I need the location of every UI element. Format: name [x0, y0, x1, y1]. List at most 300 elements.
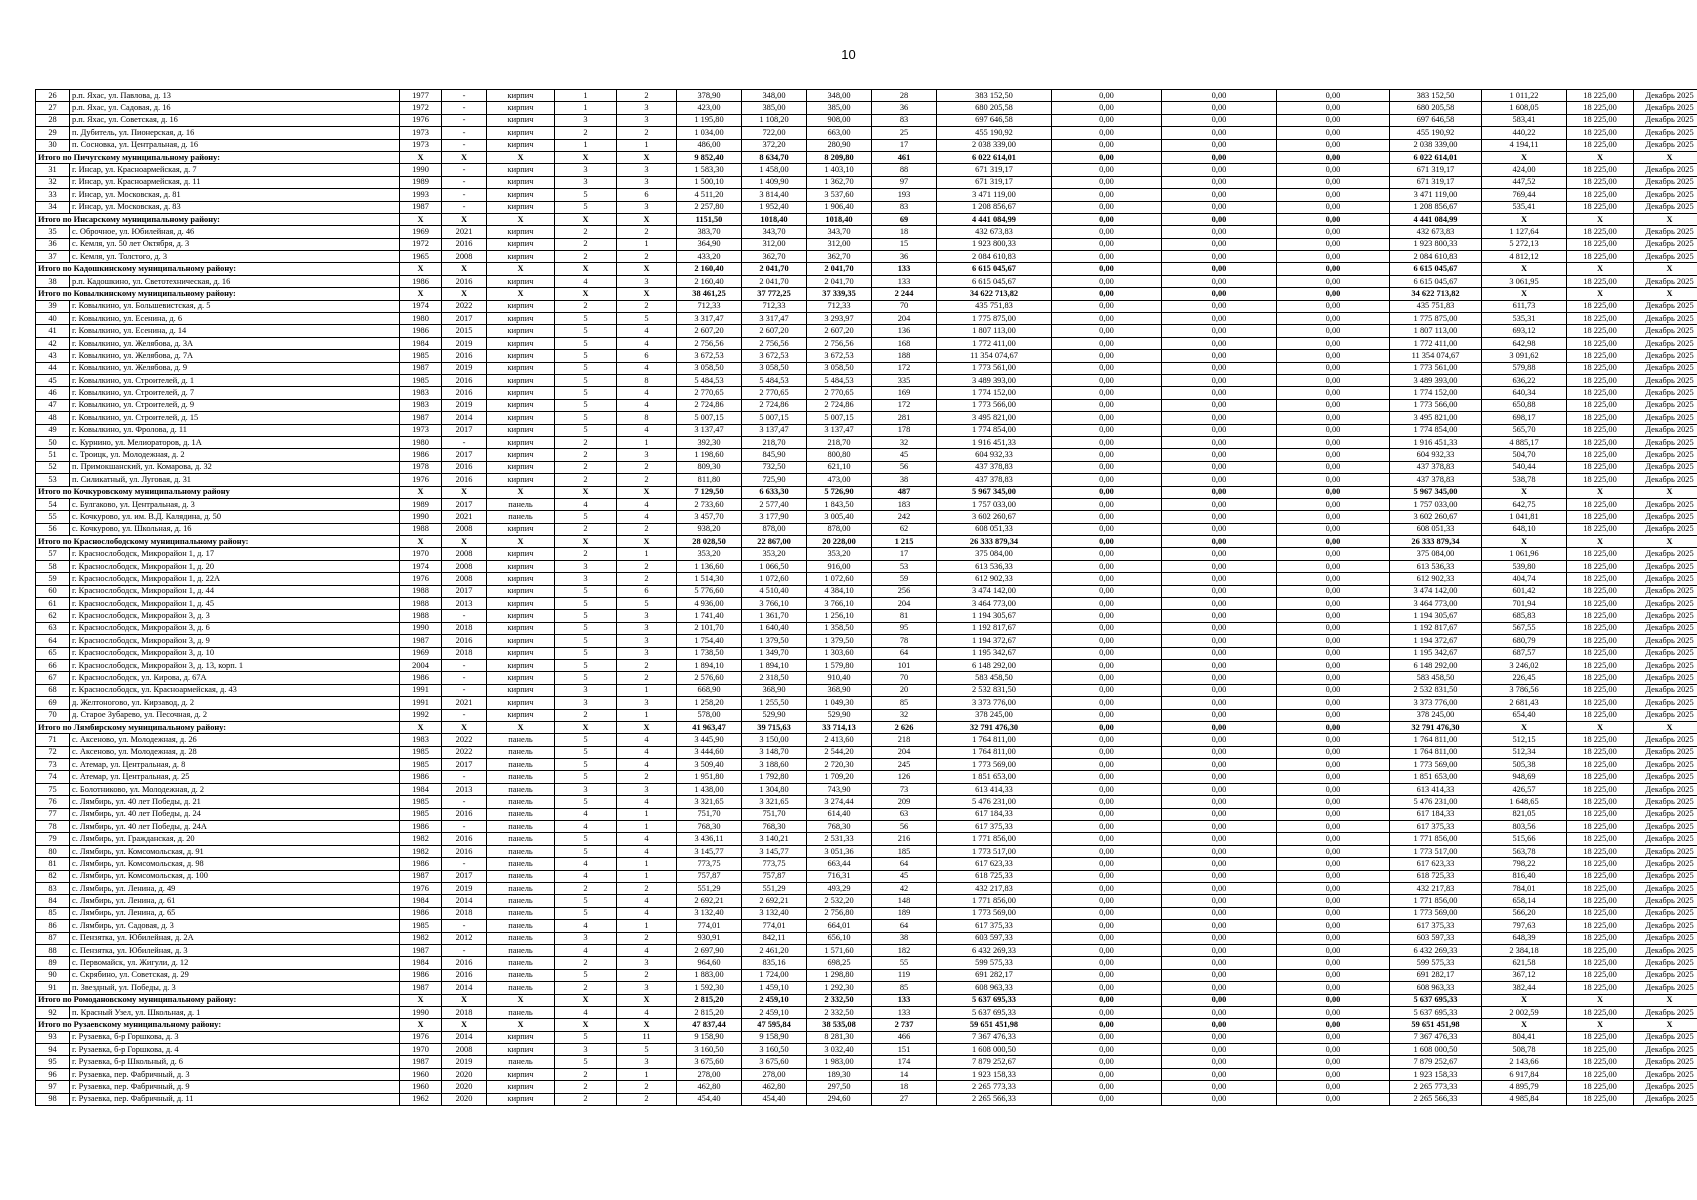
total-cell: X — [1482, 994, 1567, 1006]
data-cell: 3 672,53 — [807, 350, 872, 362]
data-cell: 567,55 — [1482, 622, 1567, 634]
data-cell: 18 225,00 — [1567, 883, 1634, 895]
data-cell: 0,00 — [1052, 845, 1162, 857]
data-cell: Декабрь 2025 — [1634, 771, 1697, 783]
data-cell: 2 681,43 — [1482, 697, 1567, 709]
data-cell: 53 — [872, 560, 937, 572]
data-cell: 5 — [555, 635, 617, 647]
data-cell: кирпич — [487, 709, 555, 721]
building-row — [36, 238, 1697, 250]
data-cell: 0,00 — [1052, 313, 1162, 325]
row-number: 91 — [36, 982, 70, 994]
total-cell: X — [1567, 721, 1634, 733]
data-cell: 18 225,00 — [1567, 821, 1634, 833]
data-cell: 0,00 — [1052, 300, 1162, 312]
data-cell: 2 756,56 — [807, 337, 872, 349]
address-cell: с. Кемля, ул. Толстого, д. 3 — [70, 251, 400, 263]
data-cell: 2 — [555, 883, 617, 895]
data-cell: 0,00 — [1162, 870, 1277, 882]
data-cell: 2022 — [442, 746, 487, 758]
data-cell: 613 414,33 — [937, 783, 1052, 795]
data-cell: 182 — [872, 944, 937, 956]
total-cell: X — [1634, 536, 1697, 548]
building-row — [36, 610, 1697, 622]
total-cell: 26 333 879,34 — [937, 536, 1052, 548]
data-cell: 1982 — [400, 833, 442, 845]
data-cell: 3 672,53 — [742, 350, 807, 362]
data-cell: 2 724,86 — [742, 399, 807, 411]
address-cell: п. Красный Узел, ул. Школьная, д. 1 — [70, 1006, 400, 1018]
data-cell: 5 637 695,33 — [937, 1006, 1052, 1018]
total-cell: 0,00 — [1162, 1019, 1277, 1031]
row-number: 74 — [36, 771, 70, 783]
data-cell: 83 — [872, 114, 937, 126]
total-cell: 0,00 — [1162, 263, 1277, 275]
data-cell: 1 198,60 — [677, 449, 742, 461]
data-cell: 5 484,53 — [742, 374, 807, 386]
data-cell: 1976 — [400, 883, 442, 895]
data-cell: 0,00 — [1052, 325, 1162, 337]
total-cell: 0,00 — [1162, 213, 1277, 225]
row-number: 43 — [36, 350, 70, 362]
data-cell: - — [442, 771, 487, 783]
address-cell: п. Примокшанский, ул. Комарова, д. 32 — [70, 461, 400, 473]
data-cell: Декабрь 2025 — [1634, 709, 1697, 721]
address-cell: р.п. Яхас, ул. Павлова, д. 13 — [70, 90, 400, 102]
data-cell: 5 — [555, 189, 617, 201]
data-cell: 2 — [617, 1081, 677, 1093]
data-cell: 375 084,00 — [937, 548, 1052, 560]
data-cell: Декабрь 2025 — [1634, 474, 1697, 486]
data-cell: 2 — [555, 548, 617, 560]
data-cell: 5 — [555, 771, 617, 783]
data-cell: 45 — [872, 870, 937, 882]
data-cell: 1984 — [400, 957, 442, 969]
data-cell: 578,00 — [677, 709, 742, 721]
data-cell: 1 923 158,33 — [1390, 1068, 1482, 1080]
data-cell: 1 851 653,00 — [1390, 771, 1482, 783]
data-cell: 2 815,20 — [677, 1006, 742, 1018]
data-cell: 1987 — [400, 982, 442, 994]
data-cell: 8 — [617, 412, 677, 424]
data-cell: 0,00 — [1277, 560, 1390, 572]
data-cell: 1 194 305,67 — [937, 610, 1052, 622]
data-cell: 5 — [555, 659, 617, 671]
total-cell: 2 332,50 — [807, 994, 872, 1006]
data-cell: 2016 — [442, 350, 487, 362]
data-cell: 3 — [555, 932, 617, 944]
data-cell: 930,91 — [677, 932, 742, 944]
data-cell: 612 902,33 — [1390, 573, 1482, 585]
data-cell: 64 — [872, 858, 937, 870]
data-cell: 18 225,00 — [1567, 164, 1634, 176]
total-cell: X — [442, 288, 487, 300]
data-cell: 0,00 — [1052, 920, 1162, 932]
data-cell: 18 225,00 — [1567, 176, 1634, 188]
data-cell: 0,00 — [1277, 387, 1390, 399]
data-cell: 1 773 561,00 — [1390, 362, 1482, 374]
data-cell: 769,44 — [1482, 189, 1567, 201]
building-row — [36, 944, 1697, 956]
row-number: 75 — [36, 783, 70, 795]
data-cell: 680 205,58 — [1390, 102, 1482, 114]
data-cell: 18 225,00 — [1567, 325, 1634, 337]
address-cell: г. Рузаевка, пер. Фабричный, д. 3 — [70, 1068, 400, 1080]
address-cell: с. Болотниково, ул. Молодежная, д. 2 — [70, 783, 400, 795]
data-cell: 0,00 — [1277, 90, 1390, 102]
data-cell: Декабрь 2025 — [1634, 783, 1697, 795]
data-cell: 0,00 — [1277, 932, 1390, 944]
data-cell: 1986 — [400, 771, 442, 783]
total-cell: X — [555, 536, 617, 548]
address-cell: д. Старое Зубарево, ул. Песочная, д. 2 — [70, 709, 400, 721]
data-cell: 3 489 393,00 — [1390, 374, 1482, 386]
data-cell: 4 — [617, 511, 677, 523]
data-cell: 18 225,00 — [1567, 189, 1634, 201]
data-cell: 599 575,33 — [937, 957, 1052, 969]
data-cell: 0,00 — [1277, 672, 1390, 684]
data-cell: 698,17 — [1482, 412, 1567, 424]
data-cell: кирпич — [487, 337, 555, 349]
data-cell: 18 225,00 — [1567, 238, 1634, 250]
building-row — [36, 1068, 1697, 1080]
data-cell: 4 510,40 — [742, 585, 807, 597]
data-cell: 15 — [872, 238, 937, 250]
data-cell: 621,10 — [807, 461, 872, 473]
data-cell: 1 — [555, 102, 617, 114]
data-cell: 4 — [617, 759, 677, 771]
row-number: 83 — [36, 883, 70, 895]
data-cell: 0,00 — [1277, 127, 1390, 139]
data-cell: кирпич — [487, 635, 555, 647]
data-cell: Декабрь 2025 — [1634, 350, 1697, 362]
data-cell: 1 916 451,33 — [1390, 436, 1482, 448]
data-cell: Декабрь 2025 — [1634, 598, 1697, 610]
data-cell: 0,00 — [1052, 1068, 1162, 1080]
row-number: 60 — [36, 585, 70, 597]
data-cell: 133 — [872, 1006, 937, 1018]
data-cell: 1 923 800,33 — [1390, 238, 1482, 250]
data-cell: 1 — [617, 920, 677, 932]
data-cell: 1 754,40 — [677, 635, 742, 647]
data-cell: 0,00 — [1052, 350, 1162, 362]
data-cell: 0,00 — [1277, 573, 1390, 585]
data-cell: 18 225,00 — [1567, 746, 1634, 758]
data-cell: 608 963,33 — [937, 982, 1052, 994]
address-cell: с. Булгаково, ул. Центральная, д. 3 — [70, 498, 400, 510]
total-cell: 0,00 — [1162, 486, 1277, 498]
data-cell: 2 041,70 — [807, 275, 872, 287]
address-cell: с. Лямбирь, ул. Комсомольская, д. 91 — [70, 845, 400, 857]
data-cell: 2 — [617, 771, 677, 783]
data-cell: 81 — [872, 610, 937, 622]
data-cell: 583 458,50 — [1390, 672, 1482, 684]
data-cell: 1986 — [400, 858, 442, 870]
data-cell: 0,00 — [1052, 412, 1162, 424]
data-cell: 0,00 — [1162, 127, 1277, 139]
data-cell: 1 072,60 — [807, 573, 872, 585]
data-cell: 18 225,00 — [1567, 610, 1634, 622]
data-cell: 375 084,00 — [1390, 548, 1482, 560]
data-cell: 2 — [555, 461, 617, 473]
data-cell: 188 — [872, 350, 937, 362]
data-cell: - — [442, 920, 487, 932]
building-row — [36, 325, 1697, 337]
data-cell: 1 — [617, 548, 677, 560]
total-cell: 2 160,40 — [677, 263, 742, 275]
data-cell: 0,00 — [1277, 1006, 1390, 1018]
data-cell: 0,00 — [1052, 957, 1162, 969]
data-cell: 0,00 — [1277, 845, 1390, 857]
data-cell: 3 675,60 — [677, 1056, 742, 1068]
data-cell: 4 — [617, 387, 677, 399]
data-cell: Декабрь 2025 — [1634, 300, 1697, 312]
data-cell: 0,00 — [1162, 114, 1277, 126]
data-cell: 2016 — [442, 957, 487, 969]
total-cell: X — [1634, 213, 1697, 225]
data-cell: 5 — [555, 399, 617, 411]
data-cell: 1 011,22 — [1482, 90, 1567, 102]
building-row — [36, 845, 1697, 857]
total-cell: X — [1482, 486, 1567, 498]
data-cell: 640,34 — [1482, 387, 1567, 399]
address-cell: с. Аксеново, ул. Молодежная, д. 28 — [70, 746, 400, 758]
total-cell: 34 622 713,82 — [1390, 288, 1482, 300]
total-cell: 5 967 345,00 — [1390, 486, 1482, 498]
data-cell: 0,00 — [1277, 1068, 1390, 1080]
data-cell: 183 — [872, 498, 937, 510]
data-cell: 447,52 — [1482, 176, 1567, 188]
data-cell: 583,41 — [1482, 114, 1567, 126]
data-cell: 1 358,50 — [807, 622, 872, 634]
data-cell: 2 — [617, 474, 677, 486]
total-cell: X — [487, 151, 555, 163]
data-cell: 0,00 — [1162, 461, 1277, 473]
data-cell: 3 457,70 — [677, 511, 742, 523]
data-cell: 0,00 — [1277, 920, 1390, 932]
data-cell: 18 225,00 — [1567, 573, 1634, 585]
data-cell: Декабрь 2025 — [1634, 387, 1697, 399]
total-cell: 2 041,70 — [742, 263, 807, 275]
data-cell: 2022 — [442, 734, 487, 746]
total-cell: 4 441 084,99 — [1390, 213, 1482, 225]
total-cell: 5 637 695,33 — [937, 994, 1052, 1006]
data-cell: 18 225,00 — [1567, 374, 1634, 386]
data-cell: 1 764 811,00 — [937, 734, 1052, 746]
total-cell: X — [1482, 213, 1567, 225]
row-number: 58 — [36, 560, 70, 572]
data-cell: 0,00 — [1162, 808, 1277, 820]
data-cell: 0,00 — [1277, 635, 1390, 647]
total-cell: 0,00 — [1052, 486, 1162, 498]
data-cell: 4 — [617, 907, 677, 919]
data-cell: 608 051,33 — [1390, 523, 1482, 535]
data-cell: Декабрь 2025 — [1634, 1093, 1697, 1105]
data-cell: 18 225,00 — [1567, 560, 1634, 572]
data-cell: 0,00 — [1052, 1093, 1162, 1105]
data-cell: 343,70 — [807, 226, 872, 238]
data-cell: 0,00 — [1277, 870, 1390, 882]
data-cell: 1 258,20 — [677, 697, 742, 709]
data-cell: 0,00 — [1052, 647, 1162, 659]
address-cell: с. Лямбирь, ул. Ленина, д. 61 — [70, 895, 400, 907]
data-cell: 0,00 — [1052, 944, 1162, 956]
total-cell: X — [487, 994, 555, 1006]
data-cell: 1 127,64 — [1482, 226, 1567, 238]
data-cell: кирпич — [487, 374, 555, 386]
data-cell: 2016 — [442, 969, 487, 981]
data-cell: 2 770,65 — [742, 387, 807, 399]
data-cell: кирпич — [487, 523, 555, 535]
data-cell: 4 — [555, 821, 617, 833]
address-cell: п. Дубитель, ул. Пионерская, д. 16 — [70, 127, 400, 139]
data-cell: 1988 — [400, 523, 442, 535]
data-cell: 1 648,65 — [1482, 796, 1567, 808]
data-cell: 36 — [872, 251, 937, 263]
data-cell: кирпич — [487, 697, 555, 709]
data-cell: 1969 — [400, 226, 442, 238]
data-cell: 0,00 — [1162, 932, 1277, 944]
building-row — [36, 585, 1697, 597]
data-cell: кирпич — [487, 560, 555, 572]
data-cell: Декабрь 2025 — [1634, 449, 1697, 461]
data-cell: 0,00 — [1162, 734, 1277, 746]
data-cell: 404,74 — [1482, 573, 1567, 585]
table-body — [36, 90, 1697, 1106]
data-cell: 18 225,00 — [1567, 387, 1634, 399]
total-cell: X — [487, 288, 555, 300]
data-cell: 2 770,65 — [677, 387, 742, 399]
data-cell: 613 414,33 — [1390, 783, 1482, 795]
data-cell: 172 — [872, 362, 937, 374]
district-total-row — [36, 213, 1697, 225]
data-cell: 2 — [555, 449, 617, 461]
data-cell: 18 225,00 — [1567, 932, 1634, 944]
data-cell: 1978 — [400, 461, 442, 473]
data-cell: 732,50 — [742, 461, 807, 473]
data-cell: 378 245,00 — [937, 709, 1052, 721]
data-cell: 383,70 — [677, 226, 742, 238]
data-cell: панель — [487, 771, 555, 783]
data-cell: 2014 — [442, 982, 487, 994]
data-cell: 56 — [872, 821, 937, 833]
total-cell: X — [1567, 263, 1634, 275]
data-cell: 5 — [555, 895, 617, 907]
building-row — [36, 523, 1697, 535]
data-cell: 2 756,80 — [807, 907, 872, 919]
data-cell: 3 058,50 — [807, 362, 872, 374]
building-row — [36, 920, 1697, 932]
data-cell: 1985 — [400, 759, 442, 771]
data-cell: 0,00 — [1277, 474, 1390, 486]
data-cell: 2 — [555, 982, 617, 994]
data-cell: 0,00 — [1162, 895, 1277, 907]
total-cell: X — [1567, 288, 1634, 300]
district-total-row — [36, 151, 1697, 163]
total-cell: 0,00 — [1052, 151, 1162, 163]
data-cell: 18 225,00 — [1567, 920, 1634, 932]
data-cell: 0,00 — [1052, 337, 1162, 349]
data-cell: 1 906,40 — [807, 201, 872, 213]
data-cell: 1 773 569,00 — [937, 907, 1052, 919]
data-cell: 0,00 — [1162, 697, 1277, 709]
data-cell: кирпич — [487, 449, 555, 461]
data-cell: 0,00 — [1162, 1093, 1277, 1105]
data-cell: 0,00 — [1277, 659, 1390, 671]
data-cell: - — [442, 164, 487, 176]
data-cell: 5 — [555, 412, 617, 424]
data-cell: 1 108,20 — [742, 114, 807, 126]
data-cell: 0,00 — [1162, 412, 1277, 424]
row-number: 28 — [36, 114, 70, 126]
data-cell: 0,00 — [1277, 969, 1390, 981]
data-cell: 2019 — [442, 1056, 487, 1068]
data-cell: 798,22 — [1482, 858, 1567, 870]
total-cell: 2 737 — [872, 1019, 937, 1031]
data-cell: 0,00 — [1052, 436, 1162, 448]
row-number: 45 — [36, 374, 70, 386]
data-cell: кирпич — [487, 139, 555, 151]
data-cell: 1 771 856,00 — [1390, 895, 1482, 907]
row-number: 81 — [36, 858, 70, 870]
row-number: 65 — [36, 647, 70, 659]
data-cell: - — [442, 201, 487, 213]
building-row — [36, 957, 1697, 969]
data-cell: - — [442, 659, 487, 671]
total-cell: X — [442, 213, 487, 225]
data-cell: 768,30 — [742, 821, 807, 833]
data-cell: 1 775 875,00 — [937, 313, 1052, 325]
data-cell: 38 — [872, 474, 937, 486]
data-cell: 1 362,70 — [807, 176, 872, 188]
data-cell: 2 332,50 — [807, 1006, 872, 1018]
total-cell: X — [555, 263, 617, 275]
total-cell: X — [400, 994, 442, 1006]
data-cell: 0,00 — [1277, 337, 1390, 349]
total-cell: 0,00 — [1052, 1019, 1162, 1031]
total-cell: 41 963,47 — [677, 721, 742, 733]
data-cell: 18 225,00 — [1567, 1068, 1634, 1080]
data-cell: 2017 — [442, 449, 487, 461]
building-row — [36, 275, 1697, 287]
row-number: 86 — [36, 920, 70, 932]
data-cell: Декабрь 2025 — [1634, 1006, 1697, 1018]
district-total-row — [36, 536, 1697, 548]
data-cell: 0,00 — [1052, 362, 1162, 374]
building-row — [36, 1031, 1697, 1043]
building-row — [36, 399, 1697, 411]
data-cell: 0,00 — [1052, 610, 1162, 622]
data-cell: 1 — [617, 858, 677, 870]
row-number: 52 — [36, 461, 70, 473]
data-cell: 617 184,33 — [937, 808, 1052, 820]
data-cell: 0,00 — [1162, 325, 1277, 337]
data-cell: 1 724,00 — [742, 969, 807, 981]
total-cell: 6 022 614,01 — [1390, 151, 1482, 163]
data-cell: 5 — [617, 313, 677, 325]
data-cell: 0,00 — [1277, 176, 1390, 188]
data-cell: кирпич — [487, 362, 555, 374]
data-cell: 4 — [617, 746, 677, 758]
total-cell: 1018,40 — [807, 213, 872, 225]
data-cell: 0,00 — [1162, 251, 1277, 263]
data-cell: Декабрь 2025 — [1634, 858, 1697, 870]
data-cell: 1 066,50 — [742, 560, 807, 572]
data-cell: 613 536,33 — [937, 560, 1052, 572]
data-cell: 372,20 — [742, 139, 807, 151]
total-cell: 0,00 — [1277, 721, 1390, 733]
data-cell: 603 597,33 — [1390, 932, 1482, 944]
